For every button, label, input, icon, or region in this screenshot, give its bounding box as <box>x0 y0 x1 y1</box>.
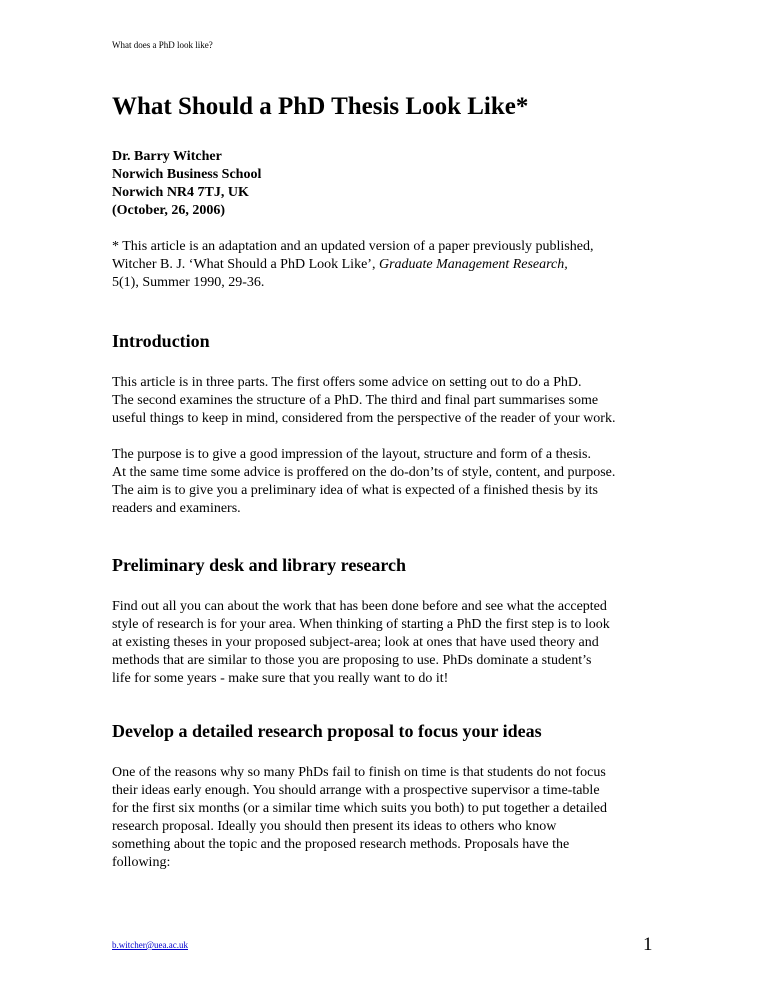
author-institution: Norwich Business School <box>112 167 262 182</box>
author-block <box>112 148 672 220</box>
section-heading-preliminary: Preliminary desk and library research <box>112 555 406 575</box>
paragraph-line: The purpose is to give a good impression of the layout, structure and form of a thesis. <box>112 447 592 462</box>
paragraph-line: At the same time some advice is proffered on the do-don’ts of style, content, and purpose. <box>112 465 616 480</box>
preliminary-paragraph <box>112 598 682 688</box>
paragraph-line: at existing theses in your proposed subject-area; look at ones that have used theory and <box>112 635 599 650</box>
introduction-paragraph-2 <box>112 446 682 518</box>
author-name: Dr. Barry Witcher <box>112 149 222 164</box>
paragraph-line: research proposal. Ideally you should then present its ideas to others who know <box>112 819 557 834</box>
paragraph-line: style of research is for your area. When thinking of starting a PhD the first step is to look <box>112 617 610 632</box>
section-heading-introduction: Introduction <box>112 331 210 351</box>
page-number: 1 <box>643 934 653 955</box>
footnote-line: 5(1), Summer 1990, 29-36. <box>112 275 265 290</box>
paragraph-line: The aim is to give you a preliminary idea of what is expected of a finished thesis by its <box>112 483 598 498</box>
paragraph-line: life for some years - make sure that you really want to do it! <box>112 671 449 686</box>
footnote-line: * This article is an adaptation and an updated version of a paper previously published, <box>112 239 594 254</box>
introduction-paragraph-1 <box>112 374 682 428</box>
running-head: What does a PhD look like? <box>112 40 213 50</box>
author-address: Norwich NR4 7TJ, UK <box>112 185 249 200</box>
author-date: (October, 26, 2006) <box>112 203 226 218</box>
section-heading-proposal: Develop a detailed research proposal to focus your ideas <box>112 721 542 741</box>
journal-title: Graduate Management Research, <box>378 257 568 272</box>
paragraph-line: their ideas early enough. You should arrange with a prospective supervisor a time-table <box>112 783 600 798</box>
paragraph-line: readers and examiners. <box>112 501 241 516</box>
footnote-citation: Witcher B. J. ‘What Should a PhD Look Like’, <box>112 257 379 272</box>
paragraph-line: useful things to keep in mind, considered from the perspective of the reader of your work. <box>112 411 616 426</box>
footnote-line <box>112 256 682 274</box>
footnote <box>112 238 682 292</box>
paragraph-line: One of the reasons why so many PhDs fail to finish on time is that students do not focus <box>112 765 606 780</box>
paragraph-line: The second examines the structure of a PhD. The third and final part summarises some <box>112 393 599 408</box>
paragraph-line: for the first six months (or a similar time which suits you both) to put together a detailed <box>112 801 607 816</box>
proposal-paragraph <box>112 764 682 872</box>
page-title: What Should a PhD Thesis Look Like* <box>112 93 529 120</box>
paragraph-line: methods that are similar to those you are proposing to use. PhDs dominate a student’s <box>112 653 592 668</box>
paragraph-line: This article is in three parts. The first offers some advice on setting out to do a PhD. <box>112 375 582 390</box>
paragraph-line: following: <box>112 855 171 870</box>
paragraph-line: something about the topic and the proposed research methods. Proposals have the <box>112 837 570 852</box>
footer-email-link[interactable]: b.witcher@uea.ac.uk <box>112 940 189 950</box>
paragraph-line: Find out all you can about the work that has been done before and see what the accepted <box>112 599 607 614</box>
